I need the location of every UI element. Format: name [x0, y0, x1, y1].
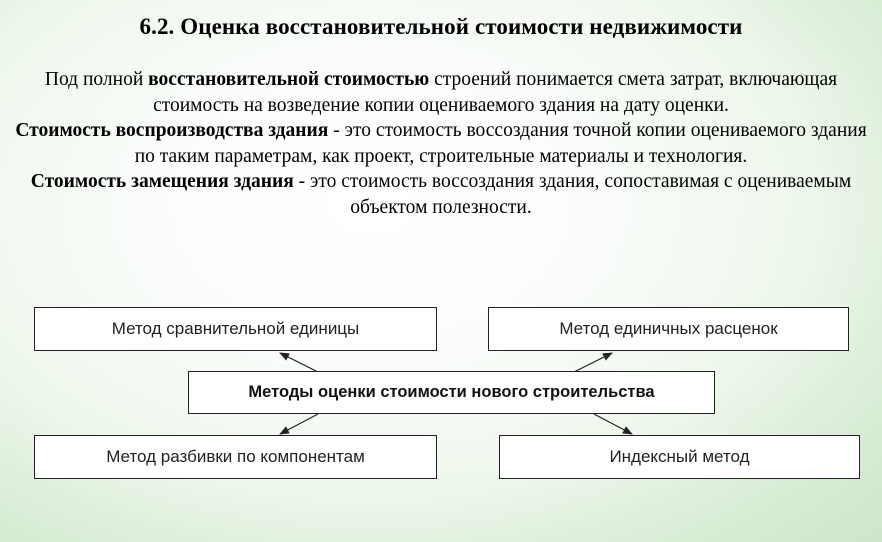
method-unit-rates-box: Метод единичных расценок [488, 307, 849, 351]
p1-post: строений понимается смета затрат, включающая стоимость на возведение копии оцениваемого здания на дату оценки. [153, 69, 838, 116]
p3-post: - это стоимость воссоздания здания, сопоставимая с оцениваемым объектом полезности. [293, 171, 852, 218]
slide-title: 6.2. Оценка восстановительной стоимости недвижимости [139, 14, 743, 39]
p3-bold-term: Стоимость замещения здания [30, 171, 294, 192]
index-method-box: Индексный метод [499, 435, 860, 479]
arrow-to-top-left [280, 353, 318, 372]
arrow-to-bottom-left [280, 414, 318, 434]
arrow-to-bottom-right [594, 414, 632, 434]
method-components-breakdown-box: Метод разбивки по компонентам [34, 435, 437, 479]
p1-pre: Под полной [44, 69, 149, 90]
arrow-to-top-right [574, 353, 612, 372]
p2-post: - это стоимость воссоздания точной копии оцениваемого здания по таким параметрам, как проект, строительные материалы и технология. [134, 120, 867, 167]
cost-methods-center-box: Методы оценки стоимости нового строительства [188, 371, 715, 414]
p2-bold-term: Стоимость воспроизводства здания [15, 120, 329, 141]
p1-bold-term: восстановительной стоимостью [148, 69, 430, 90]
method-comparative-unit-box: Метод сравнительной единицы [34, 307, 437, 351]
